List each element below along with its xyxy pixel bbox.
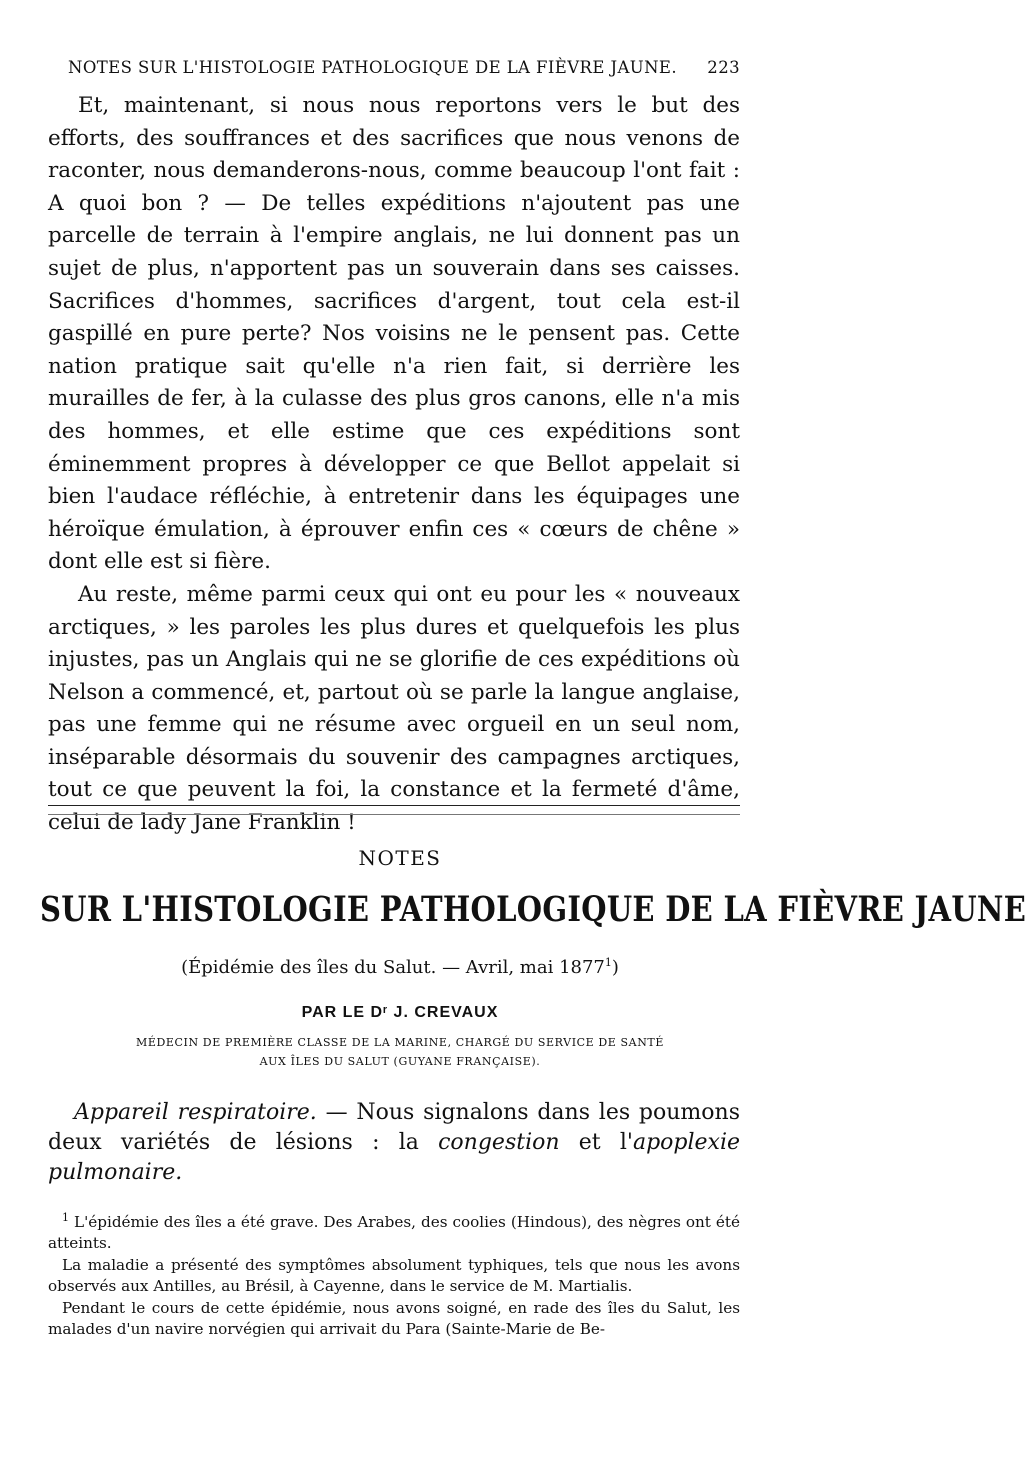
section-heading: Appareil respiratoire. bbox=[74, 1100, 317, 1125]
term-congestion: congestion bbox=[438, 1130, 560, 1155]
author-byline: PAR LE Dʳ J. CREVAUX bbox=[301, 1004, 499, 1021]
page-number: 223 bbox=[707, 58, 740, 77]
running-head-title: NOTES SUR L'HISTOLOGIE PATHOLOGIQUE DE LA FIÈVRE JAUNE. bbox=[68, 58, 678, 77]
article-title: SUR L'HISTOLOGIE PATHOLOGIQUE DE LA FIÈVRE JAUNE bbox=[40, 888, 1026, 930]
article-subtitle bbox=[0, 956, 800, 978]
subtitle-text: (Épidémie des îles du Salut. — Avril, mai 1877 bbox=[181, 957, 605, 978]
paragraph-1: Et, maintenant, si nous nous reportons vers le but des efforts, des souffrances et des sacrifices que nous venons de raconter, nous demanderons-nous, comme beaucoup l'ont fait : A quoi bon ? — De telles expéditions n'ajoutent pas une parcelle de terrain à l'empire anglais, ne lui donnent pas un sujet de plus, n'apportent pas un souverain dans ses caisses. Sacrifices d'hommes, sacrifices d'argent, tout cela est-il gaspillé en pure perte? Nos voisins ne le pensent pas. Cette nation pratique sait qu'elle n'a rien fait, si derrière les murailles de fer, à la culasse des plus gros canons, elle n'a mis des hommes, et elle estime que ces expéditions sont éminemment propres à développer ce que Bellot appelait si bien l'audace réfléchie, à entretenir dans les équipages une héroïque émulation, à éprouver enfin ces « cœurs de chêne » dont elle est si fière. bbox=[48, 93, 740, 575]
affiliation-line-1: MÉDECIN DE PREMIÈRE CLASSE DE LA MARINE, CHARGÉ DU SERVICE DE SANTÉ bbox=[135, 1036, 664, 1049]
footnote-3: Pendant le cours de cette épidémie, nous avons soigné, en rade des îles du Salut, les malades d'un navire norvégien qui arrivait du Para (Sainte-Marie de Be- bbox=[48, 1299, 740, 1338]
subtitle-close: ) bbox=[611, 957, 619, 978]
footnote-1-text: L'épidémie des îles a été grave. Des Arabes, des coolies (Hindous), des nègres ont été atteints. bbox=[48, 1213, 740, 1252]
author-affiliation bbox=[0, 1033, 800, 1071]
footnote-2: La maladie a présenté des symptômes absolument typhiques, tels que nous les avons observés aux Antilles, au Brésil, à Cayenne, dans le service de M. Martialis. bbox=[48, 1256, 740, 1295]
term-apoplexie: apoplexie pulmonaire. bbox=[48, 1130, 740, 1185]
section-text-2: et l' bbox=[559, 1130, 633, 1155]
affiliation-line-2: AUX ÎLES DU SALUT (GUYANE FRANÇAISE). bbox=[259, 1055, 541, 1068]
footnote-1 bbox=[48, 1208, 740, 1253]
main-text bbox=[48, 90, 740, 840]
section-divider-thin bbox=[48, 814, 740, 815]
section-divider bbox=[48, 805, 740, 806]
section-paragraph bbox=[48, 1098, 740, 1188]
paragraph-2: Au reste, même parmi ceux qui ont eu pour les « nouveaux arctiques, » les paroles les plus dures et quelquefois les plus injustes, pas un Anglais qui ne se glorifie de ces expéditions où Nelson a commencé, et, partout où se parle la langue anglaise, pas une femme qui ne résume avec orgueil en un seul nom, inséparable désormais du souvenir des campagnes arctiques, tout ce que peuvent la foi, la constance et la fermeté d'âme, celui de lady Jane Franklin ! bbox=[48, 581, 740, 836]
footnotes bbox=[48, 1208, 740, 1341]
article-label: NOTES bbox=[358, 846, 442, 870]
footnote-mark: 1 bbox=[62, 1211, 69, 1224]
footnote-ref: 1 bbox=[604, 956, 612, 969]
section-text-1: — Nous signalons dans les poumons deux variétés de lésions : la bbox=[48, 1100, 740, 1155]
